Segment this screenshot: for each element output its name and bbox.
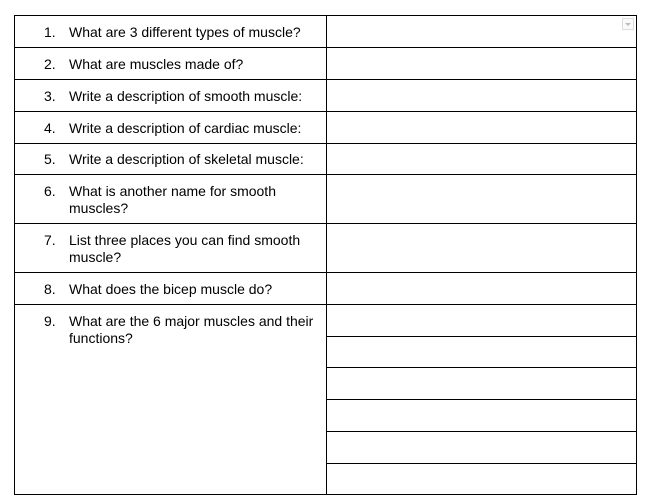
row-divider xyxy=(15,272,636,273)
row-divider xyxy=(326,336,636,337)
question-number: 7. xyxy=(44,232,56,248)
answer-cell-2[interactable] xyxy=(327,48,636,79)
question-5 xyxy=(15,151,326,168)
row-divider xyxy=(326,367,636,368)
answer-cell-9a[interactable] xyxy=(327,305,636,336)
question-2 xyxy=(15,56,326,73)
question-9 xyxy=(15,313,326,347)
row-divider xyxy=(15,174,636,175)
worksheet-table xyxy=(14,15,637,495)
question-6 xyxy=(15,183,326,217)
question-number: 8. xyxy=(44,281,56,297)
answer-cell-8[interactable] xyxy=(327,273,636,304)
answer-cell-3[interactable] xyxy=(327,80,636,111)
row-divider xyxy=(15,304,636,305)
question-number: 5. xyxy=(44,151,56,167)
question-1 xyxy=(15,24,326,41)
answer-cell-4[interactable] xyxy=(327,112,636,143)
question-7 xyxy=(15,232,326,266)
row-divider xyxy=(326,399,636,400)
answer-cell-1[interactable] xyxy=(327,16,636,47)
question-number: 6. xyxy=(44,183,56,199)
question-text: What are muscles made of? xyxy=(69,56,244,72)
answer-cell-9d[interactable] xyxy=(327,400,636,431)
question-text: What does the bicep muscle do? xyxy=(69,281,273,297)
question-number: 3. xyxy=(44,88,56,104)
row-divider xyxy=(15,79,636,80)
question-8 xyxy=(15,281,326,298)
answer-cell-5[interactable] xyxy=(327,144,636,174)
question-text: Write a description of skeletal muscle: xyxy=(69,151,304,167)
row-divider xyxy=(15,223,636,224)
question-number: 1. xyxy=(44,24,56,40)
row-divider xyxy=(15,143,636,144)
row-divider xyxy=(15,111,636,112)
question-4 xyxy=(15,120,326,137)
answer-cell-7[interactable] xyxy=(327,224,636,272)
answer-cell-9e[interactable] xyxy=(327,432,636,463)
question-text: Write a description of smooth muscle: xyxy=(69,88,303,104)
question-3 xyxy=(15,88,326,105)
question-number: 2. xyxy=(44,56,56,72)
question-text: What are the 6 major muscles and their functions? xyxy=(69,313,314,346)
question-text: Write a description of cardiac muscle: xyxy=(69,120,302,136)
row-divider xyxy=(15,47,636,48)
question-number: 9. xyxy=(44,313,56,329)
question-number: 4. xyxy=(44,120,56,136)
answer-cell-6[interactable] xyxy=(327,175,636,223)
answer-cell-9c[interactable] xyxy=(327,368,636,399)
row-divider xyxy=(326,463,636,464)
question-text: What are 3 different types of muscle? xyxy=(69,24,301,40)
question-text: List three places you can find smooth muscle? xyxy=(69,232,301,265)
answer-cell-9f[interactable] xyxy=(327,464,636,494)
answer-cell-9b[interactable] xyxy=(327,337,636,367)
row-divider xyxy=(326,431,636,432)
question-text: What is another name for smooth muscles? xyxy=(69,183,276,216)
